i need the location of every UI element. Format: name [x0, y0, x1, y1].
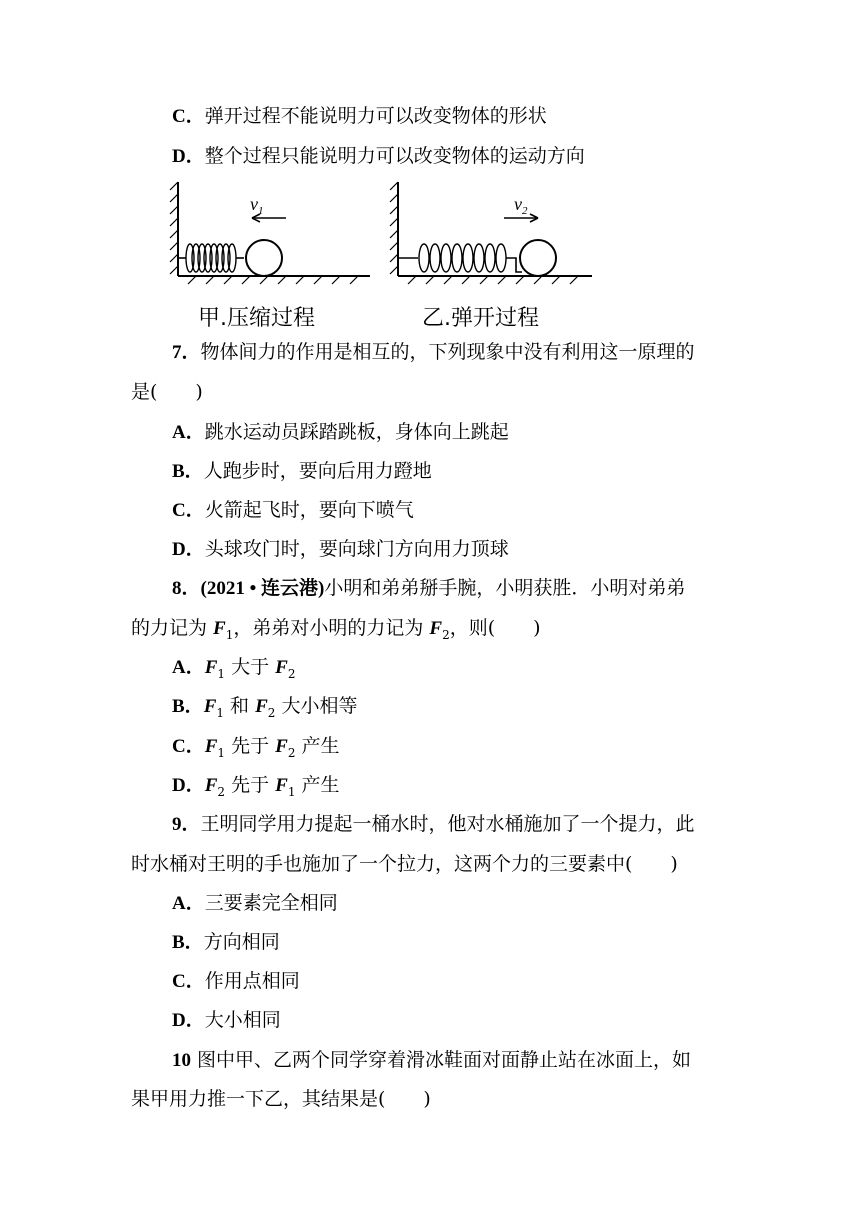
q9-stem-line1: 9．王明同学用力提起一桶水时，他对水桶施加了一个提力，此 — [172, 813, 695, 835]
q7-stem-line2: 是( ) — [131, 381, 203, 403]
release-panel — [390, 182, 592, 284]
q8-option-a: A．$F_1$ 大于 $F_2$ — [172, 656, 296, 681]
spring-diagram — [160, 178, 610, 338]
q10-stem-line2: 果甲用力推一下乙，其结果是( ) — [131, 1088, 431, 1110]
q7-option-a: A．跳水运动员踩踏跳板，身体向上跳起 — [172, 421, 509, 443]
q8-option-d: D．$F_2$ 先于 $F_1$ 产生 — [172, 774, 340, 799]
q9-option-c: C．作用点相同 — [172, 970, 300, 992]
q9-option-d: D．大小相同 — [172, 1009, 281, 1031]
q9-stem-line2: 时水桶对王明的手也施加了一个拉力，这两个力的三要素中( ) — [131, 853, 678, 875]
q7-stem-line1: 7．物体间力的作用是相互的，下列现象中没有利用这一原理的 — [172, 341, 695, 363]
q9-option-a: A．三要素完全相同 — [172, 892, 338, 914]
right-floor-hatch — [408, 276, 578, 284]
spring-ball-figure — [160, 178, 610, 338]
q7-option-b: B．人跑步时，要向后用力蹬地 — [172, 460, 432, 482]
compression-panel — [170, 182, 370, 284]
v1-label: $v_1$ — [250, 194, 264, 217]
q6-option-c: C．弹开过程不能说明力可以改变物体的形状 — [172, 105, 547, 127]
v2-label: $v_2$ — [514, 194, 528, 217]
q8-stem-line1: 8．(2021 • 连云港)小明和弟弟掰手腕，小明获胜．小明对弟弟 — [172, 577, 686, 599]
right-ball — [520, 240, 556, 276]
q7-option-c: C．火箭起飞时，要向下喷气 — [172, 499, 414, 521]
q9-option-b: B．方向相同 — [172, 931, 280, 953]
q10-stem-line1: 10 图中甲、乙两个同学穿着滑冰鞋面对面静止站在冰面上，如 — [172, 1049, 692, 1071]
q7-option-d: D．头球攻门时，要向球门方向用力顶球 — [172, 538, 509, 560]
q8-option-c: C．$F_1$ 先于 $F_2$ 产生 — [172, 735, 340, 760]
left-ball — [246, 240, 282, 276]
extended-spring — [419, 244, 506, 272]
right-wall-hatch — [390, 182, 398, 274]
q6-option-d: D．整个过程只能说明力可以改变物体的运动方向 — [172, 145, 585, 167]
left-wall-hatch — [170, 182, 178, 274]
left-caption: 甲.压缩过程 — [198, 306, 315, 331]
compressed-spring — [186, 244, 236, 272]
left-floor-hatch — [188, 276, 358, 284]
right-caption: 乙.弹开过程 — [422, 306, 539, 331]
q8-stem-line2: 的力记为 $F_1$，弟弟对小明的力记为 $F_2$，则( ) — [131, 617, 541, 642]
q8-option-b: B．$F_1$ 和 $F_2$ 大小相等 — [172, 695, 358, 720]
